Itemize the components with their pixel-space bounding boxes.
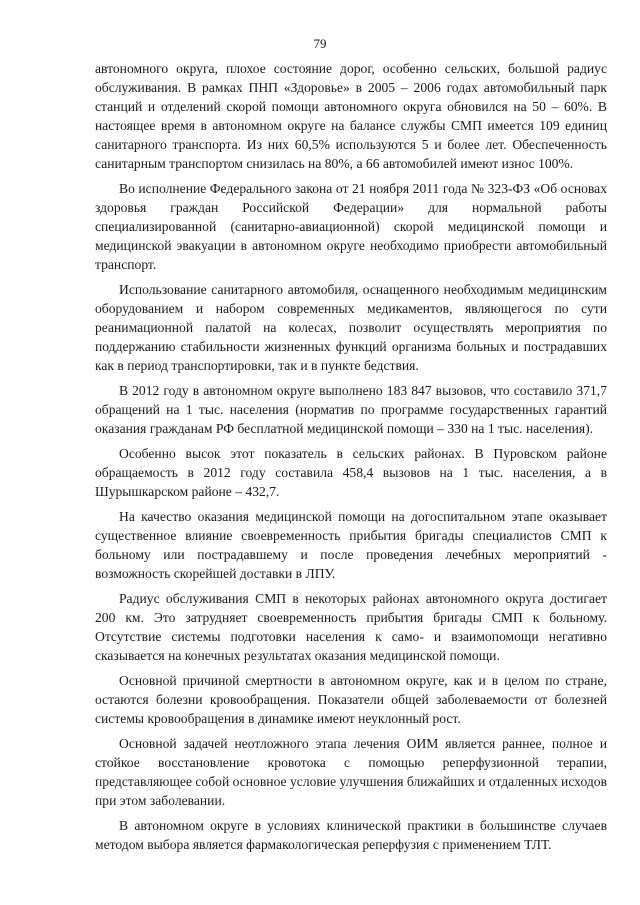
paragraph-2: Во исполнение Федерального закона от 21 ноября 2011 года № 323-ФЗ «Об основах здоровья граждан Российской Федерации» для нормальной работы специализированной (санитарно-авиационной) скорой медицинской помощи и медицинской эвакуации в автономном округе необходимо приобрести автомобильный транспорт. xyxy=(95,181,607,272)
document-body xyxy=(95,59,607,860)
paragraph-5: Особенно высок этот показатель в сельских районах. В Пуровском районе обращаемость в 2012 году составила 458,4 вызовов на 1 тыс. населения, а в Шурышкарском районе – 432,7. xyxy=(95,446,607,499)
page-number: 79 xyxy=(313,36,327,51)
paragraph-7: Радиус обслуживания СМП в некоторых районах автономного округа достигает 200 км. Это затрудняет своевременность прибытия бригады СМП к больному. Отсутствие системы подготовки населения к само- и взаимопомощи негативно сказывается на конечных результатах оказания медицинской помощи. xyxy=(95,591,607,663)
paragraph-3: Использование санитарного автомобиля, оснащенного необходимым медицинским оборудованием и набором современных медикаментов, являющегося по сути реанимационной палатой на колесах, позволит осуществлять мероприятия по поддержанию стабильности жизненных функций организма больных и пострадавших как в период транспортировки, так и в пункте бедствия. xyxy=(95,282,607,373)
paragraph-1: автономного округа, плохое состояние дорог, особенно сельских, большой радиус обслуживания. В рамках ПНП «Здоровье» в 2005 – 2006 годах автомобильный парк станций и отделений скорой помощи автономного округа обновился на 50 – 60%. В настоящее время в автономном округе на балансе службы СМП имеется 109 единиц санитарного транспорта. Из них 60,5% используются 5 и более лет. Обеспеченность санитарным транспортом снизилась на 80%, а 66 автомобилей имеют износ 100%. xyxy=(95,61,607,171)
paragraph-4: В 2012 году в автономном округе выполнено 183 847 вызовов, что составило 371,7 обращений на 1 тыс. населения (норматив по программе государственных гарантий оказания гражданам РФ бесплатной медицинской помощи – 330 на 1 тыс. населения). xyxy=(95,383,607,436)
paragraph-8: Основной причиной смертности в автономном округе, как и в целом по стране, остаются болезни кровообращения. Показатели общей заболеваемости от болезней системы кровообращения в динамике имеют неуклонный рост. xyxy=(95,673,607,726)
paragraph-10: В автономном округе в условиях клинической практики в большинстве случаев методом выбора является фармакологическая реперфузия с применением ТЛТ. xyxy=(95,818,607,852)
paragraph-6: На качество оказания медицинской помощи на догоспитальном этапе оказывает существенное влияние своевременность прибытия бригады специалистов СМП к больному или пострадавшему и после проведения лечебных мероприятий - возможность скорейшей доставки в ЛПУ. xyxy=(95,509,607,581)
paragraph-9: Основной задачей неотложного этапа лечения ОИМ является раннее, полное и стойкое восстановление кровотока с помощью реперфузионной терапии, представляющее собой основное условие улучшения ближайших и отдаленных исходов при этом заболевании. xyxy=(95,736,607,808)
